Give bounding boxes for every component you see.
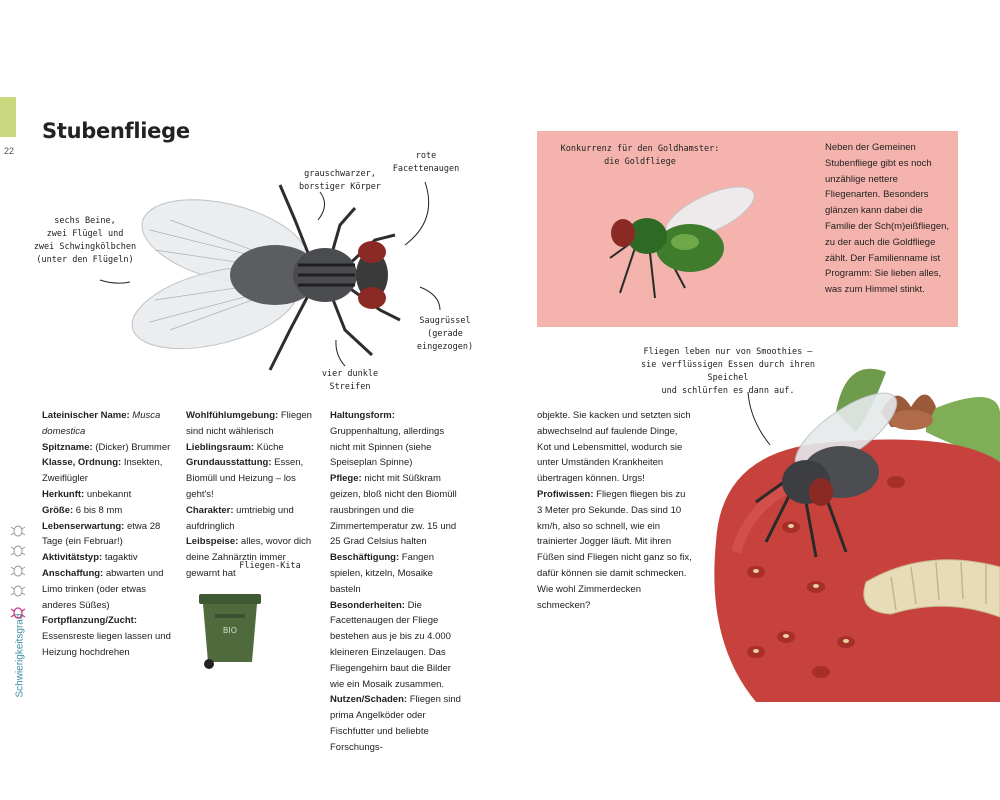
compost-bin-illustration	[195, 588, 265, 670]
strawberry-caption: Fliegen leben nur von Smoothies – sie verflüssigen Essen durch ihren Speichel und schlürfen es dann auf.	[641, 347, 815, 396]
fact-origin: Herkunft: unbekannt	[42, 488, 132, 500]
fact-environment: Wohlfühlumgebung: Fliegen sind nicht wählerisch	[186, 410, 312, 437]
goldfly-text: Neben der Gemeinen Stubenfliege gibt es noch unzählige nettere Fliegenarten. Besonders glänzen kann dabei die Familie der Sch(m)eißfliegen, zu der auch die Goldfliege zählt. Der Familienname ist Programm: Sie lieben alles, was zum Himmel stinkt.	[825, 142, 950, 296]
fact-class: Klasse, Ordnung: Insekten, Zweiflügler	[42, 457, 163, 485]
text-column-4	[537, 408, 693, 613]
housefly-illustration	[110, 180, 430, 380]
bin-label: Fliegen-Kita	[239, 561, 301, 571]
fact-size: Größe: 6 bis 8 mm	[42, 504, 123, 516]
bin-text: BIO	[222, 626, 238, 635]
text-column-1	[42, 408, 174, 661]
label-stripes: vier dunkle Streifen	[321, 369, 379, 392]
fact-use-harm: Nutzen/Schaden: Fliegen sind prima Angelköder oder Fischfutter und beliebte Forschungs-	[330, 694, 461, 753]
fact-food: Leibspeise: alles, wovor dich deine Zahnärztin immer gewarnt hat	[186, 536, 312, 579]
bug-icon	[11, 526, 25, 596]
bug-icon-active	[11, 608, 25, 618]
label-eyes: rote Facettenaugen	[392, 151, 460, 174]
fact-lifespan: Lebenserwartung: etwa 28 Tage (ein Februar!)	[42, 520, 161, 548]
fact-breeding: Fortpflanzung/Zucht: Essensreste liegen lassen und Heizung hochdrehen	[42, 615, 171, 658]
goldfly-caption: Konkurrenz für den Goldhamster: die Goldfliege	[560, 144, 720, 167]
difficulty-rating	[10, 478, 26, 668]
fact-equipment: Grundausstattung: Essen, Biomüll und Heizung – los geht's!	[186, 457, 304, 500]
fact-specialties: Besonderheiten: Die Facettenaugen der Fliege bestehen aus je bis zu 4.000 kleineren Einzelaugen. Das Fliegengehirn baut die Bilder wie ein Mosaik zusammen.	[330, 599, 451, 690]
fact-acquisition: Anschaffung: abwarten und Limo trinken (oder etwas anderes Süßes)	[42, 567, 164, 611]
fact-continued: objekte. Sie kacken und setzten sich abwechselnd auf faulende Dinge, Kot und Lebensmittel, wodurch sie unter Umständen Krankheiten übertragen können. Urgs!	[537, 410, 691, 485]
difficulty-label: Schwierigkeitsgrad	[14, 613, 26, 698]
fact-housing: Haltungsform: Gruppenhaltung, allerdings nicht mit Spinnen (siehe Speiseplan Spinne)	[330, 410, 445, 469]
goldfly-illustration	[595, 178, 765, 303]
fact-character: Charakter: umtriebig und aufdringlich	[186, 504, 294, 532]
strawberry-fly-illustration	[696, 352, 1000, 702]
label-proboscis: Saugrüssel (gerade eingezogen)	[416, 316, 474, 352]
fact-activity: Aktivitätstyp: tagaktiv	[42, 552, 138, 564]
page-tab	[0, 97, 16, 137]
fact-nickname: Spitzname: (Dicker) Brummer	[42, 441, 171, 453]
fact-room: Lieblingsraum: Küche	[186, 441, 284, 453]
label-body: grauschwarzer, borstiger Körper	[299, 169, 381, 192]
fact-activities: Beschäftigung: Fangen spielen, kitzeln, Mosaike basteln	[330, 552, 435, 595]
page-title: Stubenfliege	[42, 119, 190, 143]
page-number: 22	[4, 146, 15, 156]
label-legs-wings: sechs Beine, zwei Flügel und zwei Schwingkölbchen (unter den Flügeln)	[33, 216, 137, 265]
fact-pro-knowledge: Profiwissen: Fliegen fliegen bis zu 3 Meter pro Sekunde. Das sind 10 km/h, also so schnell, wie ein trainierter Jogger läuft. Mit ihren Füßen sind Fliegen nicht ganz so fix, dafür können sie damit schmecken. Wie wohl Zimmerdecken schmecken?	[537, 488, 692, 611]
fact-latin: Lateinischer Name: Musca domestica	[42, 410, 161, 437]
text-column-2	[186, 408, 320, 582]
fact-care: Pflege: nicht mit Süßkram geizen, bloß nicht den Biomüll rausbringen und die Zimmertemperatur zw. 15 und 25 Grad Celsius halten	[330, 473, 457, 548]
text-column-3	[330, 408, 462, 756]
